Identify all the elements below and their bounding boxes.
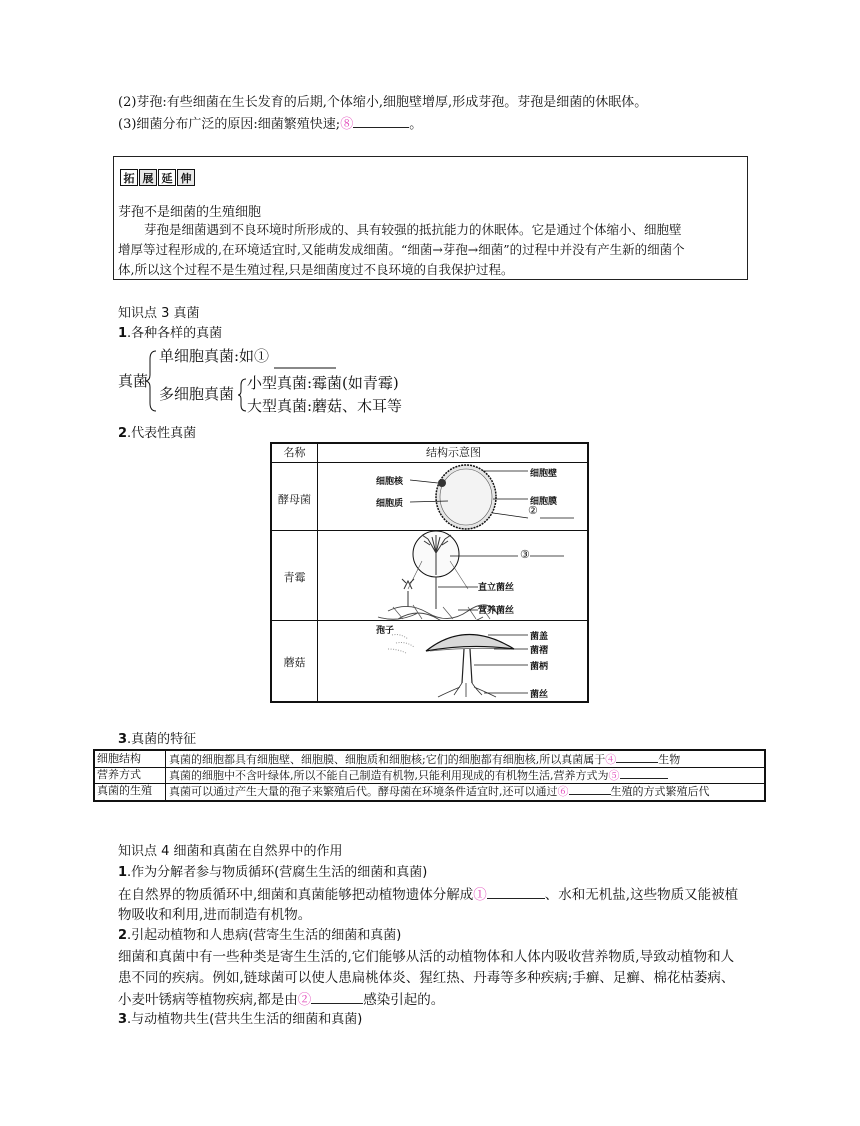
kp3-heading: 知识点 3 真菌	[118, 306, 200, 321]
feature-key: 细胞结构	[97, 752, 141, 765]
mushroom-name: 蘑菇	[283, 656, 306, 669]
feature-key: 真菌的生殖	[97, 784, 152, 797]
penicillium-name: 青霉	[283, 571, 306, 584]
extension-para-1: 芽孢是细菌遇到不良环境时所形成的、具有较强的抵抗能力的休眠体。它是通过个体缩小、细胞壁	[144, 222, 682, 237]
col-header-name: 名称	[272, 444, 317, 463]
section-title: .代表性真菌	[127, 426, 197, 441]
label-nutrient-hyphae: 营养菌丝	[478, 606, 515, 616]
spore-line: (2)芽孢:有些细菌在生长发育的后期,个体缩小,细胞壁增厚,形成芽孢。芽孢是细菌的休眠体。	[118, 95, 648, 110]
label-hyphae: 菌丝	[530, 690, 549, 700]
extension-title: 芽孢不是细菌的生殖细胞	[118, 205, 262, 220]
feature-after: 生殖的方式繁殖后代	[610, 785, 710, 798]
section-number: 1	[118, 865, 128, 880]
blank-mark-6: ⑥	[557, 785, 569, 798]
feature-text: 真菌可以通过产生大量的孢子来繁殖后代。酵母菌在环境条件适宜时,还可以通过	[169, 785, 558, 798]
extension-para-2: 增厚等过程形成的,在环境适宜时,又能萌发成细菌。“细菌→芽孢→细菌”的过程中并没有产生新的细菌个	[118, 242, 685, 257]
section-number: 1	[118, 326, 128, 341]
section-number: 2	[118, 928, 128, 943]
label-stalk: 菌柄	[530, 662, 549, 672]
badge-char: 拓	[120, 169, 138, 186]
blank-mark-4: ④	[605, 753, 617, 766]
kp4-s1-para-2: 物吸收和利用,进而制造有机物。	[118, 907, 312, 923]
answer-blank-8[interactable]	[353, 114, 409, 128]
para-text: 在自然界的物质循环中,细菌和真菌能够把动植物遗体分解成	[118, 887, 474, 903]
fungi-features-table	[93, 749, 766, 802]
tree-small-fungi: 小型真菌:霉菌(如青霉)	[247, 374, 399, 392]
para-text: 感染引起的。	[363, 992, 445, 1008]
para-text: 、水和无机盐,这些物质又能被植	[544, 887, 739, 903]
answer-blank-6[interactable]	[569, 783, 611, 795]
distribution-end: 。	[409, 117, 423, 132]
kp3-section-1	[118, 325, 222, 343]
kp3-section-2	[118, 425, 196, 443]
extension-box	[113, 156, 748, 280]
feature-value	[169, 783, 710, 800]
feature-key: 营养方式	[97, 768, 141, 781]
feature-text: 真菌的细胞中不含叶绿体,所以不能自己制造有机物,只能利用现成的有机物生活,营养方式为	[169, 769, 609, 782]
section-title: .引起动植物和人患病(营寄生生活的细菌和真菌)	[127, 928, 402, 943]
kp4-s1-para-1	[118, 885, 738, 904]
feature-text: 真菌的细胞都具有细胞壁、细胞膜、细胞质和细胞核;它们的细胞都有细胞核,所以真菌属于	[169, 753, 606, 766]
yeast-name: 酵母菌	[278, 493, 311, 506]
section-number: 2	[118, 426, 128, 441]
feature-value	[169, 751, 680, 768]
blank-mark-8: ⑧	[340, 117, 354, 132]
extension-para-3: 体,所以这个过程不是生殖过程,只是细菌度过不良环境的自我保护过程。	[118, 262, 514, 277]
feature-row-reproduction	[95, 783, 764, 799]
answer-blank-2b[interactable]	[311, 990, 363, 1004]
feature-value	[169, 767, 668, 784]
penicillium-diagram	[318, 531, 588, 620]
section-number: 3	[118, 1012, 128, 1027]
tree-large-fungi: 大型真菌:蘑菇、木耳等	[247, 397, 403, 415]
kp4-section-3	[118, 1011, 362, 1029]
feature-row-structure	[95, 751, 764, 767]
answer-blank-5[interactable]	[620, 767, 668, 779]
label-gills: 菌褶	[530, 646, 549, 656]
blank-mark-2: ②	[528, 504, 538, 517]
section-title: .与动植物共生(营共生生活的细菌和真菌)	[127, 1012, 363, 1027]
label-cap: 菌盖	[530, 632, 549, 642]
answer-blank-1[interactable]	[487, 885, 545, 899]
label-upright-hyphae: 直立菌丝	[478, 583, 515, 593]
kp4-s2-para-3	[118, 990, 444, 1009]
tree-multi-cell: 多细胞真菌	[159, 385, 235, 403]
badge-char: 延	[158, 169, 176, 186]
blank-mark-2b: ②	[297, 992, 312, 1008]
kp4-heading: 知识点 4 细菌和真菌在自然界中的作用	[118, 844, 343, 859]
feature-after: 生物	[658, 753, 681, 766]
badge-char: 展	[139, 169, 157, 186]
distribution-text: (3)细菌分布广泛的原因:细菌繁殖快速;	[118, 117, 341, 132]
distribution-line	[118, 114, 422, 134]
kp4-section-1	[118, 864, 427, 882]
kp3-section-3	[118, 731, 196, 749]
section-title: .作为分解者参与物质循环(营腐生生活的细菌和真菌)	[127, 865, 428, 880]
badge-char: 伸	[177, 169, 195, 186]
label-nucleus: 细胞核	[376, 477, 404, 487]
para-text: 小麦叶锈病等植物疾病,都是由	[118, 992, 298, 1008]
label-cell-membrane: 细胞膜	[530, 497, 558, 507]
representative-fungi-table	[270, 442, 589, 703]
blank-mark-3: ③	[520, 548, 530, 561]
label-spore: 孢子	[376, 626, 395, 636]
kp4-s2-para-2: 患不同的疾病。例如,链球菌可以使人患扁桃体炎、猩红热、丹毒等多种疾病;手癣、足癣、棉花枯萎病、	[118, 970, 735, 986]
label-cytoplasm: 细胞质	[376, 499, 404, 509]
section-number: 3	[118, 732, 128, 747]
label-cell-wall: 细胞壁	[530, 469, 558, 479]
fungi-classification-tree	[116, 345, 436, 417]
tree-root: 真菌	[118, 372, 149, 390]
section-title: .各种各样的真菌	[127, 326, 223, 341]
kp4-s2-para-1: 细菌和真菌中有一些种类是寄生生活的,它们能够从活的动植物体和人体内吸收营养物质,导致动植物和人	[118, 949, 735, 965]
answer-blank-4[interactable]	[616, 751, 658, 763]
section-title: .真菌的特征	[127, 732, 197, 747]
kp4-section-2	[118, 927, 401, 945]
extension-badge	[120, 169, 195, 186]
tree-single-cell: 单细胞真菌:如①	[159, 347, 270, 365]
blank-mark-1: ①	[473, 887, 487, 903]
blank-mark-5: ⑤	[608, 769, 620, 782]
feature-row-nutrition	[95, 767, 764, 783]
col-header-diagram: 结构示意图	[318, 444, 589, 463]
